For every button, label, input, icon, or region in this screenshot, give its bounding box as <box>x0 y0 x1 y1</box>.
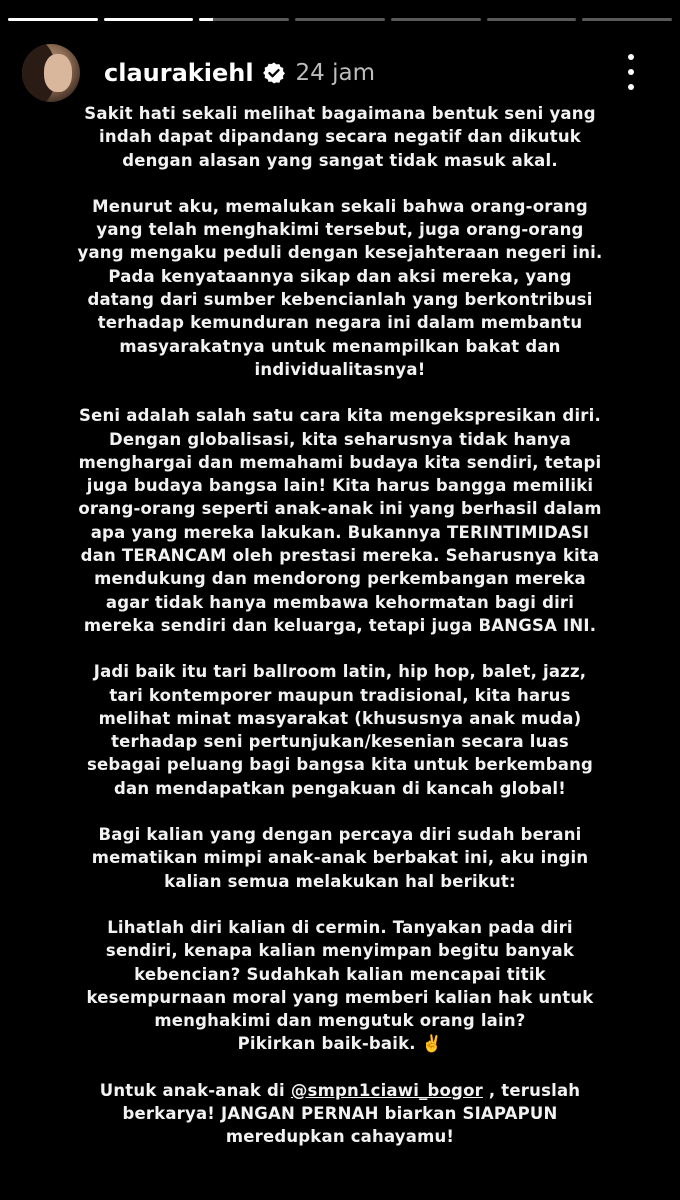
username[interactable]: claurakiehl <box>104 59 254 87</box>
paragraph <box>50 1079 630 1149</box>
progress-segment <box>582 18 672 21</box>
text: Untuk anak-anak di <box>99 1080 291 1100</box>
progress-segment <box>487 18 577 21</box>
paragraph: Bagi kalian yang dengan percaya diri sudah berani mematikan mimpi anak-anak berbakat ini, aku ingin kalian semua melakukan hal berikut: <box>91 825 589 891</box>
text: , teruslah berkarya! JANGAN PERNAH biarkan SIAPAPUN meredupkan cahayamu! <box>122 1080 581 1147</box>
paragraph: Lihatlah diri kalian di cermin. Tanyakan pada diri sendiri, kenapa kalian menyimpan begitu banyak kebencian? Sudahkah kalian mencapai titik kesempurnaan moral yang memberi kalian hak untuk menghakimi dan mengutuk orang lain? Pikirkan baik-baik. ✌️ <box>86 917 594 1054</box>
progress-segment <box>199 18 289 21</box>
paragraph: Menurut aku, memalukan sekali bahwa orang-orang yang telah menghakimi tersebut, juga orang-orang yang mengaku peduli dengan kesejahteraan negeri ini. Pada kenyataannya sikap dan aksi mereka, yang datang dari sumber kebencianlah yang berkontribusi terhadap kemunduran negara ini dalam membantu masyarakatnya untuk menampilkan bakat dan individualitasnya! <box>77 196 603 379</box>
progress-segment <box>295 18 385 21</box>
verified-badge-icon <box>262 61 286 85</box>
more-vertical-icon[interactable] <box>626 54 636 90</box>
mention-link[interactable]: @smpn1ciawi_bogor <box>290 1080 483 1100</box>
paragraph: Seni adalah salah satu cara kita mengekspresikan diri. Dengan globalisasi, kita seharusnya tidak hanya menghargai dan memahami budaya kita sendiri, tetapi juga budaya bangsa lain! Kita harus bangga memiliki orang-orang seperti anak-anak ini yang berhasil dalam apa yang mereka lakukan. Bukannya TERINTIMIDASI dan TERANCAM oleh prestasi mereka. Seharusnya kita mendukung dan mendorong perkembangan mereka agar tidak hanya membawa kehormatan bagi diri mereka sendiri dan keluarga, tetapi juga BANGSA INI. <box>78 406 602 635</box>
progress-segment <box>391 18 481 21</box>
post-time: 24 jam <box>295 60 376 86</box>
paragraph: Sakit hati sekali melihat bagaimana bentuk seni yang indah dapat dipandang secara negatif dan dikutuk dengan alasan yang sangat tidak masuk akal. <box>84 104 596 170</box>
story-progress-bar <box>8 18 672 21</box>
progress-segment <box>104 18 194 21</box>
progress-segment <box>8 18 98 21</box>
story-header <box>22 42 664 104</box>
avatar[interactable] <box>22 44 80 102</box>
story-text <box>50 102 630 1172</box>
paragraph: Jadi baik itu tari ballroom latin, hip hop, balet, jazz, tari kontemporer maupun tradisional, kita harus melihat minat masyarakat (khususnya anak muda) terhadap seni pertunjukan/kesenian secara luas sebagai peluang bagi bangsa kita untuk berkembang dan mendapatkan pengakuan di kancah global! <box>86 662 594 798</box>
